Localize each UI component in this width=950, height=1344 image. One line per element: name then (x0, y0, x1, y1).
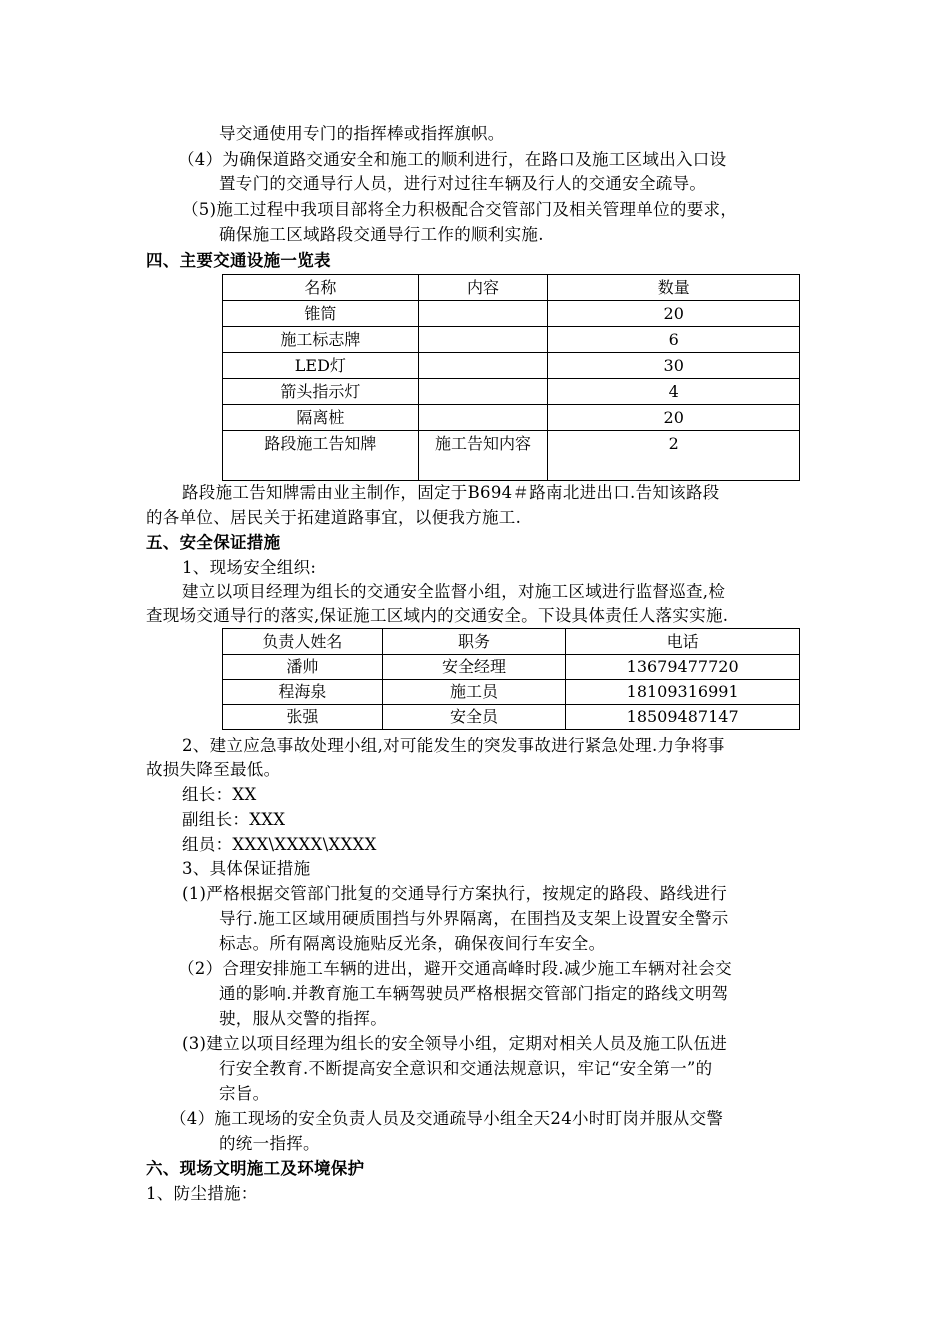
paragraph-line: 确保施工区域路段交通导行工作的顺利实施. (219, 225, 544, 244)
table-cell: 施工员 (382, 680, 566, 705)
table-cell: 程海泉 (223, 680, 383, 705)
table-header-cell: 名称 (223, 275, 419, 301)
table-row (223, 327, 800, 353)
table-cell: 施工标志牌 (223, 327, 419, 353)
paragraph-line: 驶，服从交警的指挥。 (219, 1009, 387, 1028)
table-row (223, 431, 800, 481)
table-cell (418, 301, 548, 327)
responsible-persons-table (222, 628, 800, 730)
table-header-cell: 负责人姓名 (223, 629, 383, 655)
table-header-cell: 电话 (566, 629, 800, 655)
section-heading-4: 四、主要交通设施一览表 (146, 251, 331, 270)
facilities-table (222, 274, 800, 481)
paragraph-line: 故损失降至最低。 (146, 760, 281, 779)
paragraph-line: （4）为确保道路交通安全和施工的顺利进行，在路口及施工区域出入口设 (178, 150, 727, 169)
paragraph-line: 的各单位、居民关于拓建道路事宜，以便我方施工. (146, 508, 522, 527)
paragraph-line: 通的影响.并教育施工车辆驾驶员严格根据交管部门指定的路线文明驾 (219, 984, 729, 1003)
table-cell (418, 405, 548, 431)
table-cell: 箭头指示灯 (223, 379, 419, 405)
table-cell: 20 (548, 301, 800, 327)
table-cell: 2 (548, 431, 800, 481)
table-row (223, 655, 800, 680)
table-cell: 潘帅 (223, 655, 383, 680)
paragraph-line: (3)建立以项目经理为组长的安全领导小组，定期对相关人员及施工队伍进 (182, 1034, 728, 1053)
table-cell: 30 (548, 353, 800, 379)
paragraph-line: (1)严格根据交管部门批复的交通导行方案执行，按规定的路段、路线进行 (182, 884, 728, 903)
paragraph-line: 2、建立应急事故处理小组,对可能发生的突发事故进行紧急处理.力争将事 (182, 736, 725, 755)
subheading: 1、防尘措施： (146, 1184, 258, 1203)
table-cell: 路段施工告知牌 (223, 431, 419, 481)
table-header-cell: 内容 (418, 275, 548, 301)
table-cell: 锥筒 (223, 301, 419, 327)
table-cell: 施工告知内容 (418, 431, 548, 481)
table-row (223, 405, 800, 431)
table-cell (418, 353, 548, 379)
paragraph-line: 建立以项目经理为组长的交通安全监督小组，对施工区域进行监督巡查,检 (182, 582, 726, 601)
paragraph-line: 导交通使用专门的指挥棒或指挥旗帜。 (219, 124, 505, 143)
table-cell (418, 379, 548, 405)
paragraph-line: 行安全教育.不断提高安全意识和交通法规意识，牢记“安全第一”的 (219, 1059, 713, 1078)
table-cell: 13679477720 (566, 655, 800, 680)
paragraph-line: 置专门的交通导行人员，进行对过往车辆及行人的交通安全疏导。 (219, 174, 707, 193)
section-heading-5: 五、安全保证措施 (146, 533, 281, 552)
table-cell: 隔离桩 (223, 405, 419, 431)
table-header-cell: 职务 (382, 629, 566, 655)
paragraph-line: 的统一指挥。 (219, 1134, 320, 1153)
subheading: 1、现场安全组织: (182, 558, 317, 577)
table-cell: 20 (548, 405, 800, 431)
table-cell: 张强 (223, 705, 383, 730)
table-cell: 安全员 (382, 705, 566, 730)
paragraph-line: （4）施工现场的安全负责人员及交通疏导小组全天24小时盯岗并服从交警 (170, 1109, 724, 1128)
table-cell: 安全经理 (382, 655, 566, 680)
paragraph-line: 宗旨。 (219, 1084, 270, 1103)
table-cell: 18109316991 (566, 680, 800, 705)
table-header-cell: 数量 (548, 275, 800, 301)
paragraph-line: 导行.施工区域用硬质围挡与外界隔离，在围挡及支架上设置安全警示 (219, 909, 729, 928)
section-heading-6: 六、现场文明施工及环境保护 (146, 1159, 365, 1178)
paragraph-line: （2）合理安排施工车辆的进出，避开交通高峰时段.减少施工车辆对社会交 (178, 959, 732, 978)
table-cell: 6 (548, 327, 800, 353)
paragraph-line: 路段施工告知牌需由业主制作，固定于B694＃路南北进出口.告知该路段 (182, 483, 720, 502)
table-cell: 18509487147 (566, 705, 800, 730)
paragraph-line: （5)施工过程中我项目部将全力积极配合交管部门及相关管理单位的要求， (182, 200, 738, 219)
table-header-row (223, 275, 800, 301)
table-row (223, 705, 800, 730)
subheading: 3、具体保证措施 (182, 859, 311, 878)
table-row (223, 353, 800, 379)
table-cell (418, 327, 548, 353)
team-members: 组员：XXX\XXXX\XXXX (182, 835, 377, 854)
paragraph-line: 标志。所有隔离设施贴反光条，确保夜间行车安全。 (219, 934, 606, 953)
table-row (223, 680, 800, 705)
table-row (223, 301, 800, 327)
paragraph-line: 查现场交通导行的落实,保证施工区域内的交通安全。下设具体责任人落实实施. (146, 606, 729, 625)
team-vice-leader: 副组长：XXX (182, 810, 286, 829)
table-header-row (223, 629, 800, 655)
table-cell: 4 (548, 379, 800, 405)
team-leader: 组长：XX (182, 785, 257, 804)
table-row (223, 379, 800, 405)
table-cell: LED灯 (223, 353, 419, 379)
